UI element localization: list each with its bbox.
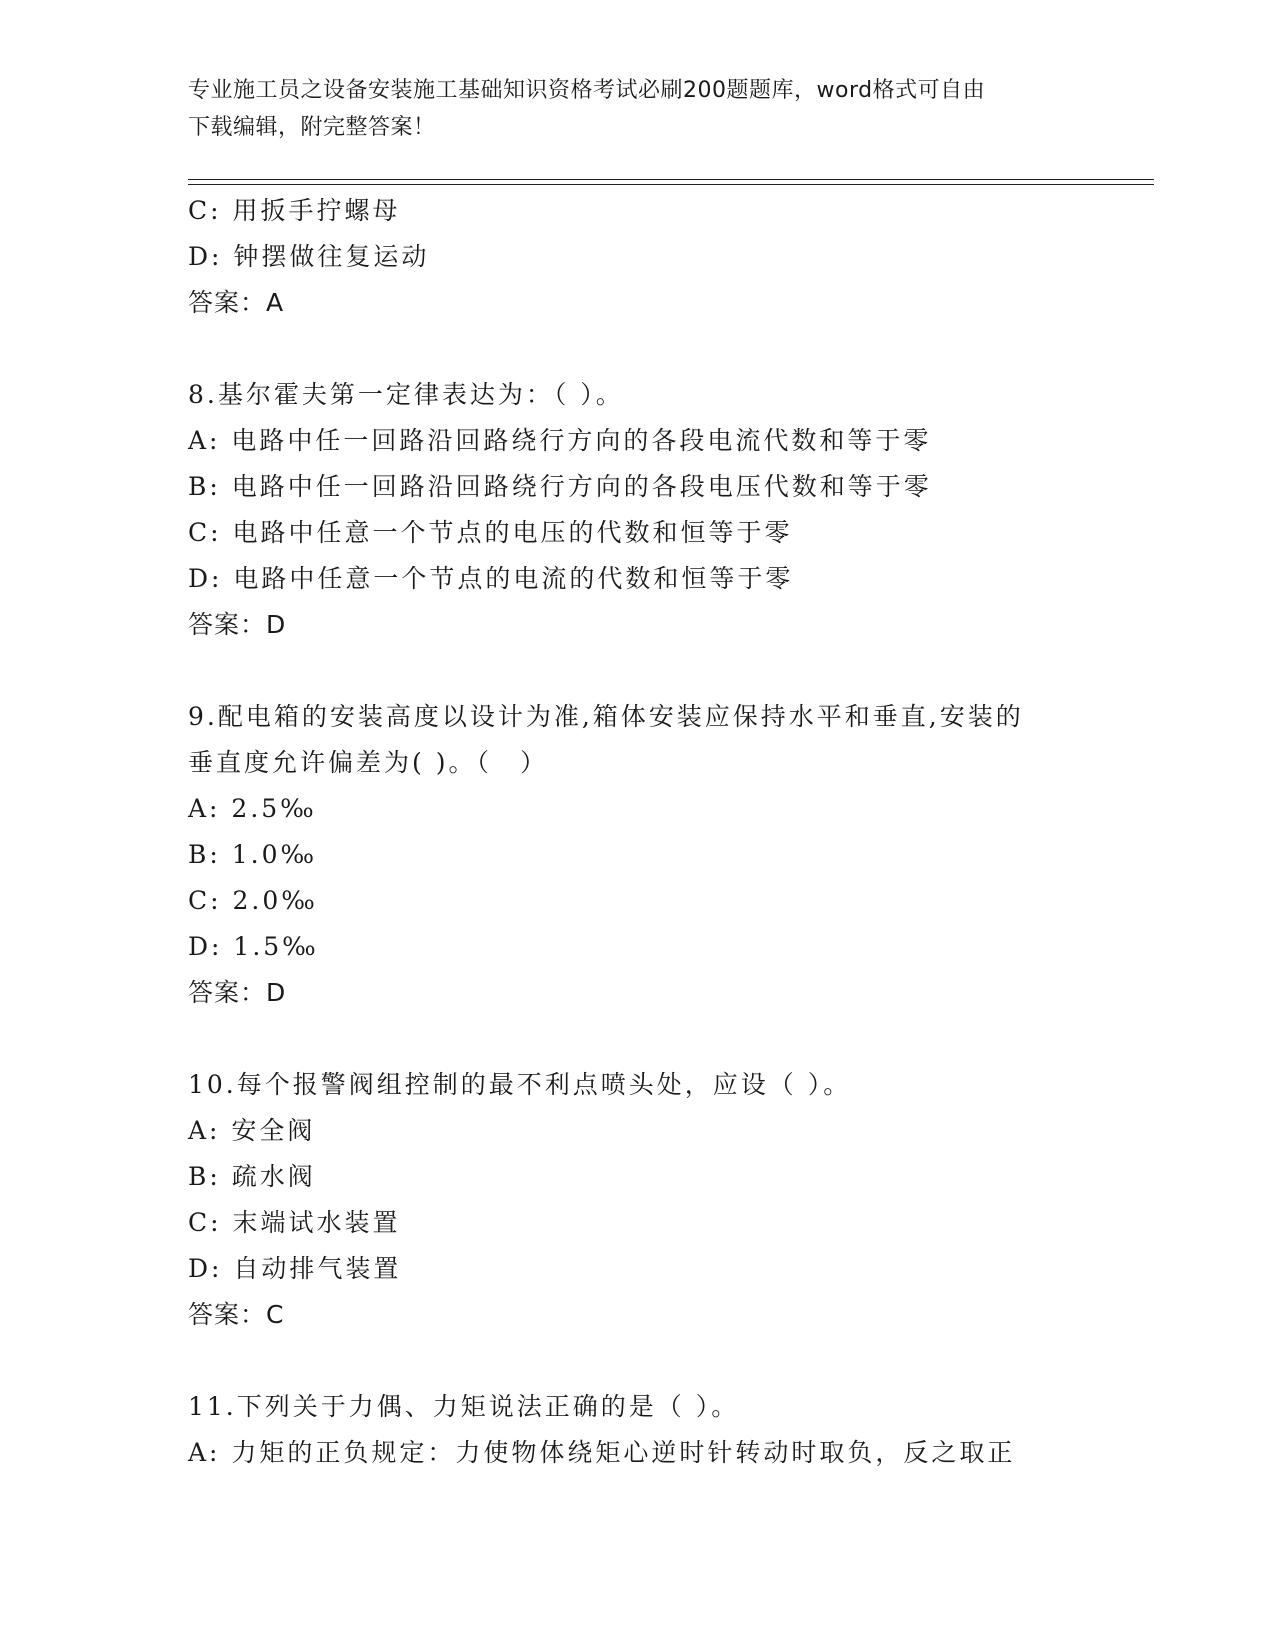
q8-option-c: C: 电路中任意一个节点的电压的代数和恒等于零 xyxy=(188,518,793,547)
header-divider-bottom xyxy=(188,184,1154,185)
q9-option-c: C: 2.0‰ xyxy=(188,886,318,915)
q11-stem: 11.下列关于力偶、力矩说法正确的是（ ）。 xyxy=(188,1392,740,1421)
q9-stem-line-2: 垂直度允许偏差为( )。（ ） xyxy=(188,748,548,777)
q8-option-a: A: 电路中任一回路沿回路绕行方向的各段电流代数和等于零 xyxy=(188,426,932,455)
q9-option-d: D: 1.5‰ xyxy=(188,932,319,961)
q10-option-d: D: 自动排气装置 xyxy=(188,1254,402,1283)
q9-answer: 答案：D xyxy=(188,978,287,1007)
q10-stem: 10.每个报警阀组控制的最不利点喷头处，应设（ ）。 xyxy=(188,1070,852,1099)
spacer xyxy=(188,1016,1088,1062)
header-line-2: 下载编辑，附完整答案！ xyxy=(188,115,436,140)
q10-option-a: A: 安全阀 xyxy=(188,1116,316,1145)
spacer xyxy=(188,1338,1088,1384)
q10-option-c: C: 末端试水装置 xyxy=(188,1208,401,1237)
q9-option-a: A: 2.5‰ xyxy=(188,794,317,823)
spacer xyxy=(188,326,1088,372)
prev-option-c: C: 用扳手拧螺母 xyxy=(188,196,401,225)
q8-option-d: D: 电路中任意一个节点的电流的代数和恒等于零 xyxy=(188,564,794,593)
q11-option-a: A: 力矩的正负规定：力使物体绕矩心逆时针转动时取负，反之取正 xyxy=(188,1438,1016,1467)
document-header xyxy=(188,72,1068,146)
header-divider-top xyxy=(188,179,1154,180)
question-list xyxy=(188,188,1088,1476)
q8-stem: 8.基尔霍夫第一定律表达为：（ ）。 xyxy=(188,380,624,409)
q10-option-b: B: 疏水阀 xyxy=(188,1162,316,1191)
prev-answer: 答案：A xyxy=(188,288,285,317)
prev-option-d: D: 钟摆做往复运动 xyxy=(188,242,430,271)
q10-answer: 答案：C xyxy=(188,1300,285,1329)
q9-option-b: B: 1.0‰ xyxy=(188,840,318,869)
header-line-1: 专业施工员之设备安装施工基础知识资格考试必刷200题题库，word格式可自由 xyxy=(188,78,986,103)
spacer xyxy=(188,648,1088,694)
q8-option-b: B: 电路中任一回路沿回路绕行方向的各段电压代数和等于零 xyxy=(188,472,932,501)
q9-stem-line-1: 9.配电箱的安装高度以设计为准,箱体安装应保持水平和垂直,安装的 xyxy=(188,702,1024,731)
q8-answer: 答案：D xyxy=(188,610,287,639)
